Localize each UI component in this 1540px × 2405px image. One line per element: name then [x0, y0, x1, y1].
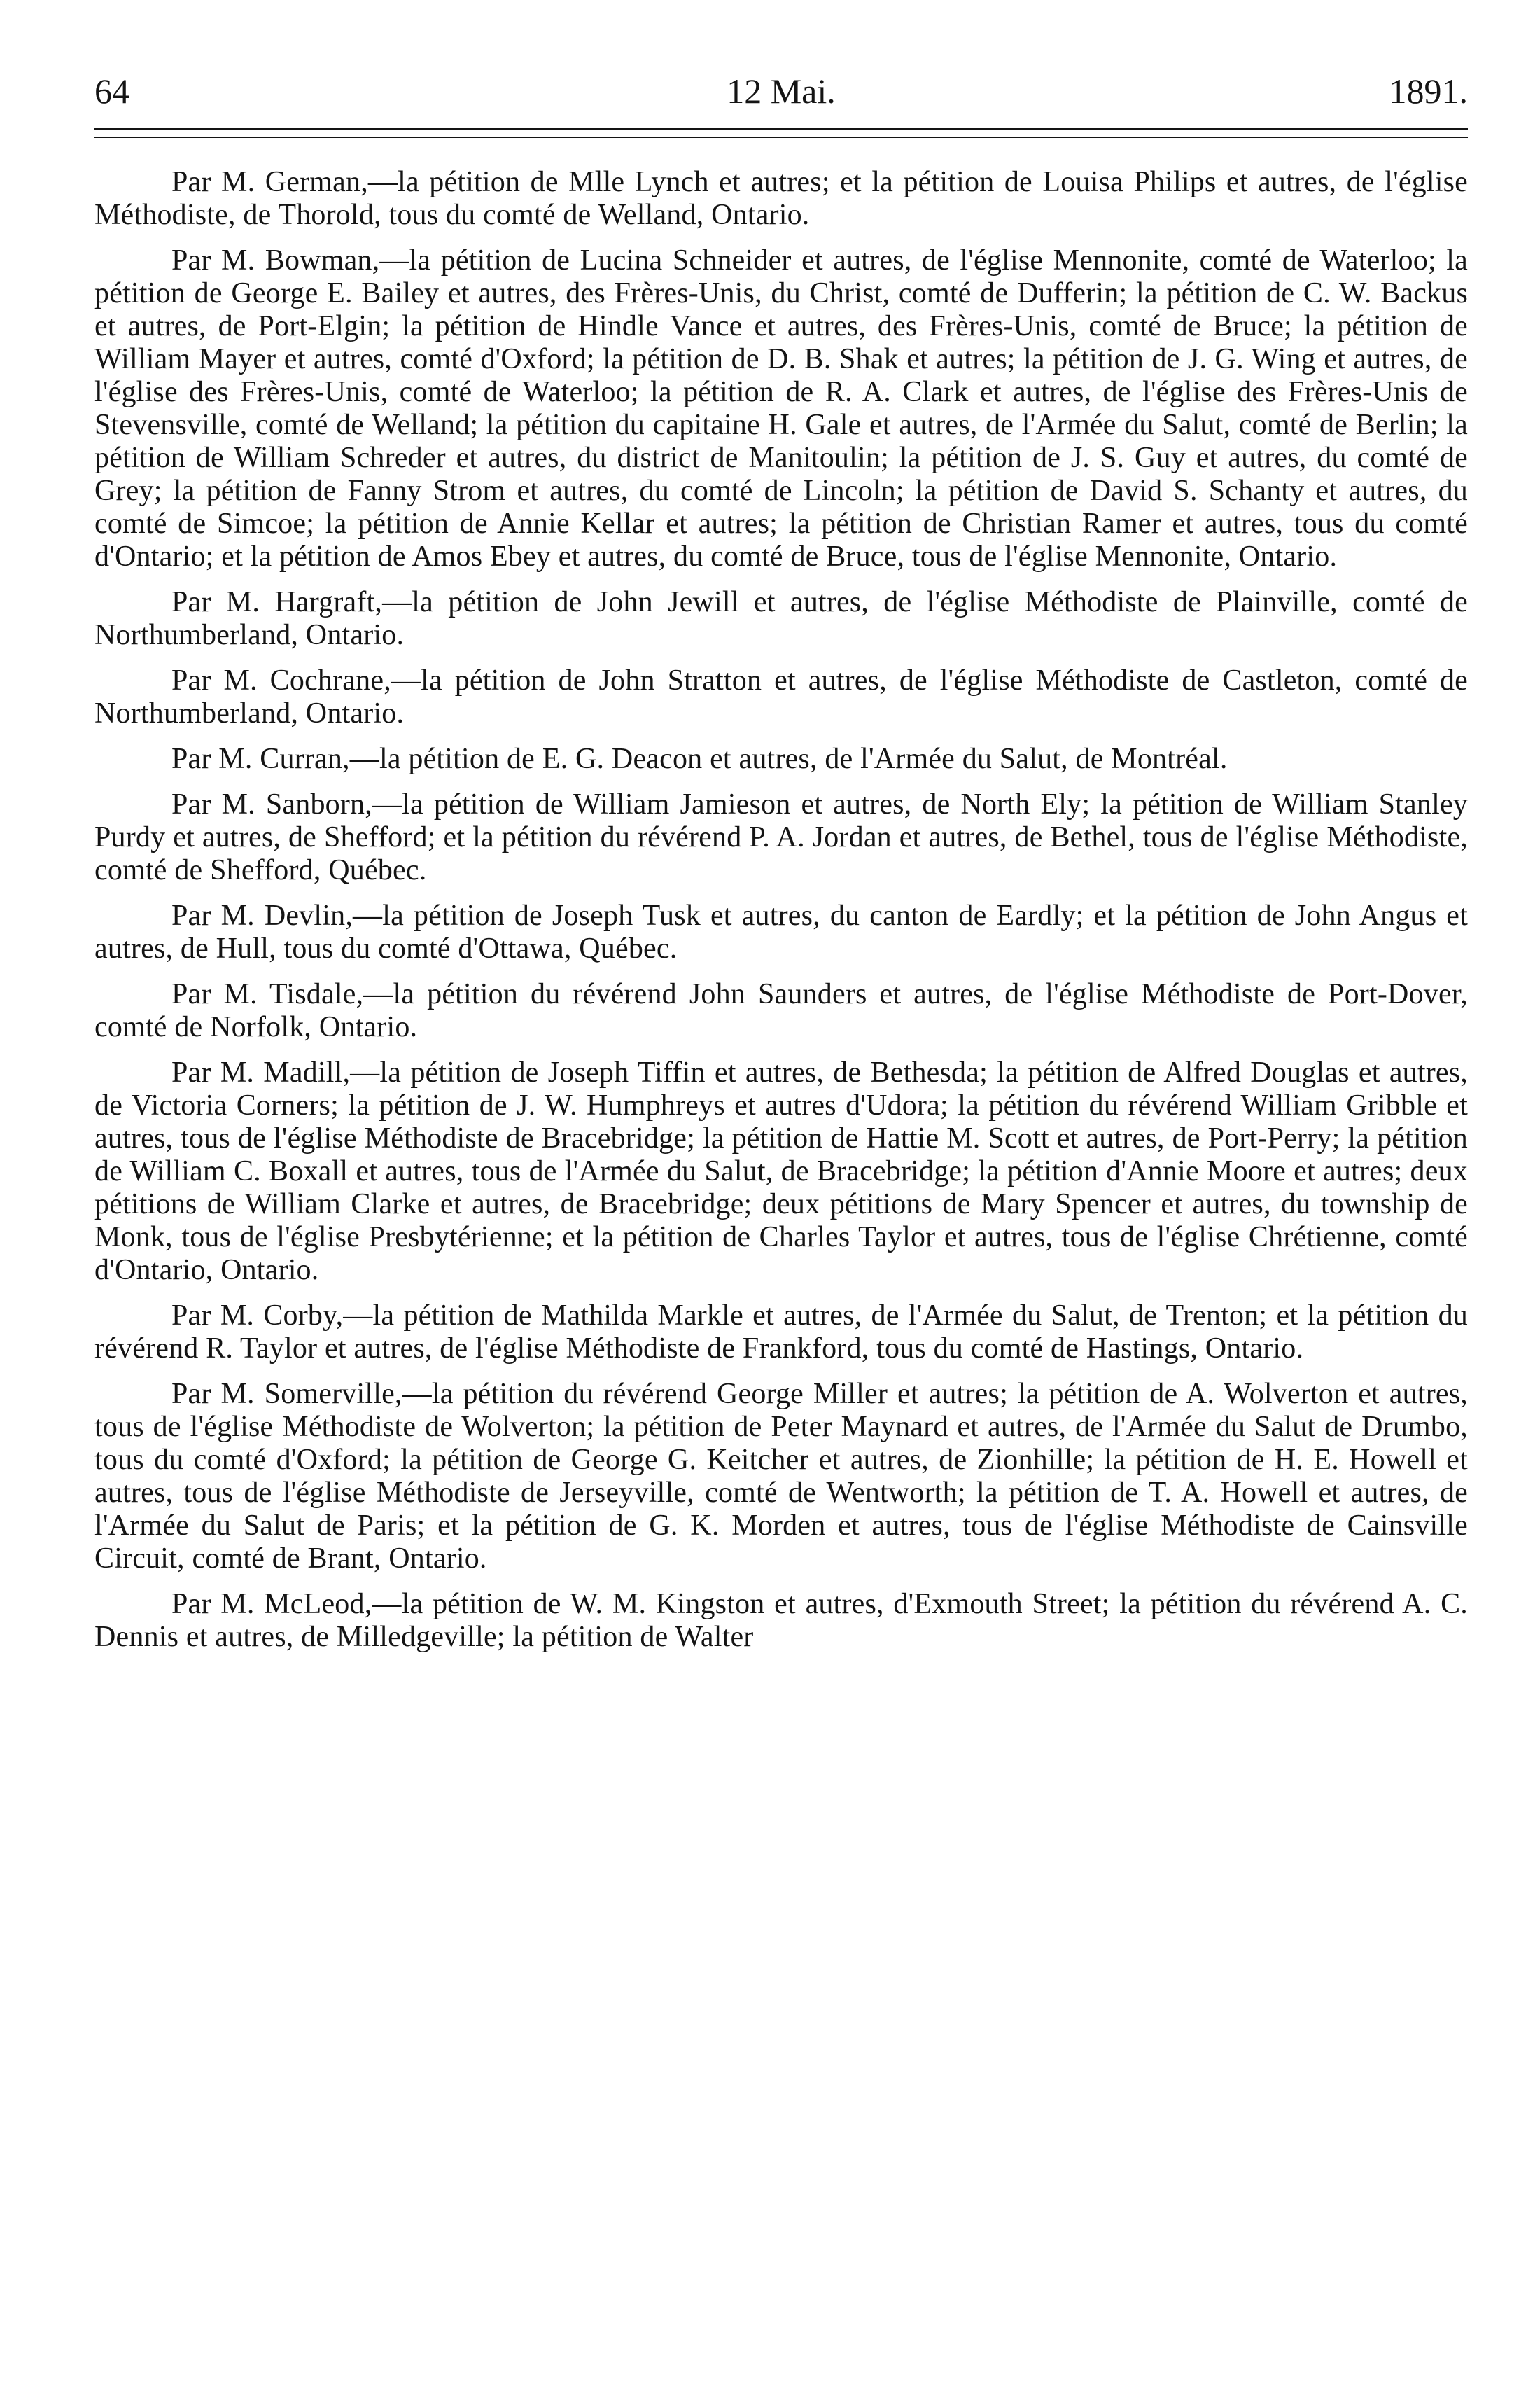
petition-paragraph: Par M. Curran,—la pétition de E. G. Deacon et autres, de l'Armée du Salut, de Montréal.	[172, 743, 1228, 775]
petition-paragraph: Par M. Madill,—la pétition de Joseph Tiffin et autres, de Bethesda; la pétition de Alfred Douglas et autres, de Victoria Corners; la pétition de J. W. Humphreys et autres d'Udora; la pétition du révérend William Gribble et autres, tous de l'église Méthodiste de Bracebridge; la pétition de Hattie M. Scott et autres, de Port-Perry; la pétition de William C. Boxall et autres, tous de l'Armée du Salut, de Bracebridge; la pétition d'Annie Moore et autres; deux pétitions de William Clarke et autres, de Bracebridge; deux pétitions de Mary Spencer et autres, du township de Monk, tous de l'église Presbytérienne; et la pétition de Charles Taylor et autres, tous de l'église Chrétienne, comté d'Ontario, Ontario.	[94, 1057, 1468, 1286]
petition-paragraph: Par M. German,—la pétition de Mlle Lynch et autres; et la pétition de Louisa Philips et autres, de l'église Méthodiste, de Thorold, tous du comté de Welland, Ontario.	[94, 166, 1468, 231]
petition-paragraph: Par M. Hargraft,—la pétition de John Jewill et autres, de l'église Méthodiste de Plainville, comté de Northumberland, Ontario.	[94, 586, 1468, 651]
petition-paragraph: Par M. McLeod,—la pétition de W. M. Kingston et autres, d'Exmouth Street; la pétition du révérend A. C. Dennis et autres, de Milledgeville; la pétition de Walter	[94, 1588, 1468, 1653]
petition-paragraph: Par M. Tisdale,—la pétition du révérend John Saunders et autres, de l'église Méthodiste de Port-Dover, comté de Norfolk, Ontario.	[94, 978, 1468, 1043]
petition-paragraph: Par M. Sanborn,—la pétition de William Jamieson et autres, de North Ely; la pétition de William Stanley Purdy et autres, de Shefford; et la pétition du révérend P. A. Jordan et autres, de Bethel, tous de l'église Méthodiste, comté de Shefford, Québec.	[94, 788, 1468, 886]
document-page	[94, 67, 1468, 1666]
header-double-rule	[94, 128, 1468, 138]
petition-paragraph: Par M. Bowman,—la pétition de Lucina Schneider et autres, de l'église Mennonite, comté de Waterloo; la pétition de George E. Bailey et autres, des Frères-Unis, du Christ, comté de Dufferin; la pétition de C. W. Backus et autres, de Port-Elgin; la pétition de Hindle Vance et autres, des Frères-Unis, comté de Bruce; la pétition de William Mayer et autres, comté d'Oxford; la pétition de D. B. Shak et autres; la pétition de J. G. Wing et autres, de l'église des Frères-Unis, comté de Waterloo; la pétition de R. A. Clark et autres, de l'église des Frères-Unis de Stevensville, comté de Welland; la pétition du capitaine H. Gale et autres, de l'Armée du Salut, comté de Berlin; la pétition de William Schreder et autres, du district de Manitoulin; la pétition de J. S. Guy et autres, du comté de Grey; la pétition de Fanny Strom et autres, du comté de Lincoln; la pétition de David S. Schanty et autres, du comté de Simcoe; la pétition de Annie Kellar et autres; la pétition de Christian Ramer et autres, tous du comté d'Ontario; et la pétition de Amos Ebey et autres, du comté de Bruce, tous de l'église Mennonite, Ontario.	[94, 244, 1468, 573]
petition-paragraph: Par M. Somerville,—la pétition du révérend George Miller et autres; la pétition de A. Wolverton et autres, tous de l'église Méthodiste de Wolverton; la pétition de Peter Maynard et autres, de l'Armée du Salut de Drumbo, tous du comté d'Oxford; la pétition de George G. Keitcher et autres, de Zionhille; la pétition de H. E. Howell et autres, tous de l'église Méthodiste de Jerseyville, comté de Wentworth; la pétition de T. A. Howell et autres, de l'Armée du Salut de Paris; et la pétition de G. K. Morden et autres, tous de l'église Méthodiste de Cainsville Circuit, comté de Brant, Ontario.	[94, 1378, 1468, 1575]
page-date: 12 Mai.	[727, 71, 836, 111]
petition-paragraph: Par M. Corby,—la pétition de Mathilda Markle et autres, de l'Armée du Salut, de Trenton; et la pétition du révérend R. Taylor et autres, de l'église Méthodiste de Frankford, tous du comté de Hastings, Ontario.	[94, 1299, 1468, 1365]
petitions-text	[94, 166, 1468, 1654]
petition-paragraph: Par M. Cochrane,—la pétition de John Stratton et autres, de l'église Méthodiste de Castleton, comté de Northumberland, Ontario.	[94, 664, 1468, 730]
petition-paragraph: Par M. Devlin,—la pétition de Joseph Tusk et autres, du canton de Eardly; et la pétition de John Angus et autres, de Hull, tous du comté d'Ottawa, Québec.	[94, 900, 1468, 965]
running-header	[94, 67, 1468, 116]
page-year: 1891.	[1389, 71, 1468, 111]
page-number: 64	[94, 71, 130, 111]
